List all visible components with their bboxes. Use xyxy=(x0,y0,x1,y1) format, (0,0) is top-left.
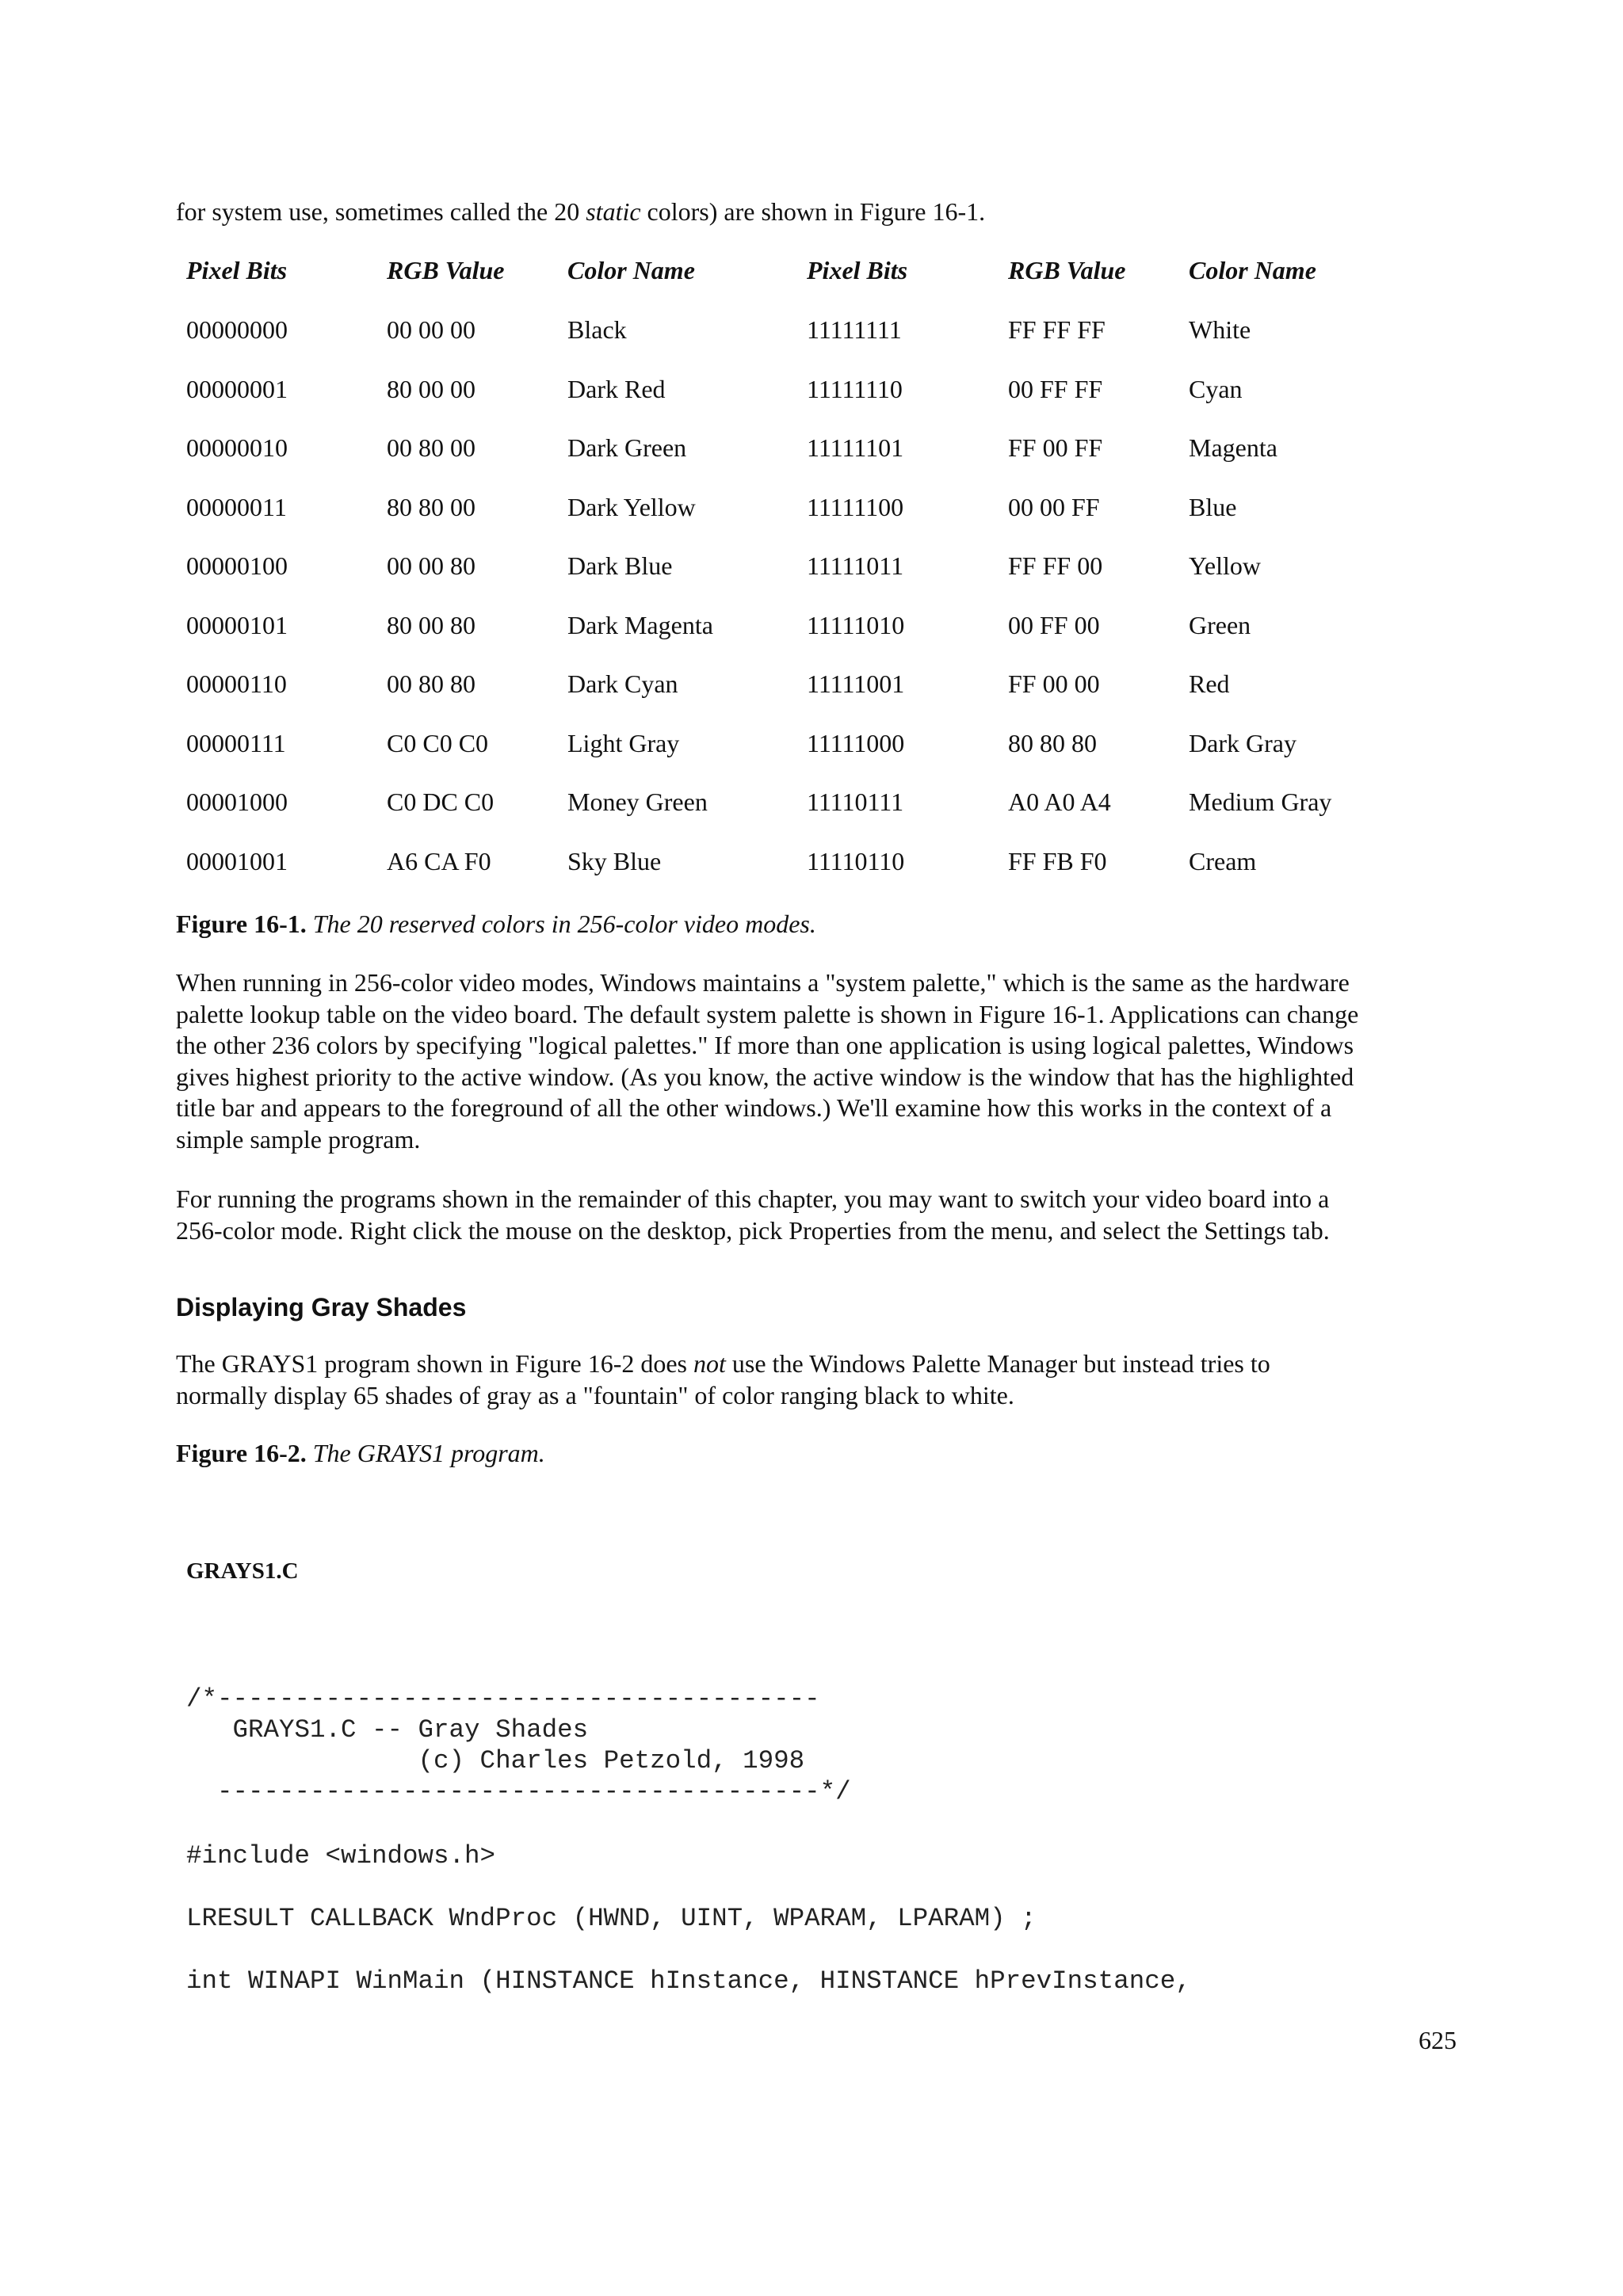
figure-16-1-label: Figure 16-1. xyxy=(176,910,307,938)
code-prototype: LRESULT CALLBACK WndProc (HWND, UINT, WPARAM, LPARAM) ; xyxy=(186,1904,1037,1933)
table-header-pixel-bits: Pixel Bits xyxy=(186,256,288,284)
table-cell-color-name-2: Red xyxy=(1189,669,1230,698)
figure-16-2-text: The GRAYS1 program. xyxy=(312,1439,545,1467)
table-cell-color-name-2: Medium Gray xyxy=(1189,788,1332,816)
code-winmain: int WINAPI WinMain (HINSTANCE hInstance, HINSTANCE hPrevInstance, xyxy=(186,1966,1191,1996)
table-cell-color-name: Dark Blue xyxy=(567,551,673,580)
paragraph-line: the other 236 colors by specifying "logical palettes." If more than one application is using logical palettes, Windows xyxy=(176,1031,1354,1059)
table-cell-color-name: Money Green xyxy=(567,788,708,816)
paragraph-line: normally display 65 shades of gray as a "fountain" of color ranging black to white. xyxy=(176,1380,1014,1409)
table-cell-pixel-bits: 00000100 xyxy=(186,551,288,580)
table-cell-color-name: Dark Cyan xyxy=(567,669,678,698)
table-cell-color-name-2: Magenta xyxy=(1189,433,1277,462)
table-cell-pixel-bits: 00000101 xyxy=(186,611,288,639)
table-cell-color-name: Light Gray xyxy=(567,729,680,757)
paragraph-grays1-intro xyxy=(176,1348,1270,1411)
table-cell-pixel-bits-2: 11111100 xyxy=(807,493,904,521)
figure-16-2-caption xyxy=(176,1437,545,1469)
table-cell-rgb-value-2: 00 FF FF xyxy=(1008,375,1103,403)
table-cell-pixel-bits-2: 11110110 xyxy=(807,847,905,875)
table-cell-pixel-bits: 00000110 xyxy=(186,669,287,698)
table-cell-rgb-value-2: FF 00 FF xyxy=(1008,433,1103,462)
table-cell-color-name: Black xyxy=(567,315,627,344)
table-cell-color-name: Dark Red xyxy=(567,375,666,403)
table-cell-pixel-bits-2: 11111111 xyxy=(807,315,902,344)
table-cell-rgb-value: C0 C0 C0 xyxy=(387,729,489,757)
table-cell-rgb-value-2: 00 FF 00 xyxy=(1008,611,1100,639)
table-cell-color-name: Dark Yellow xyxy=(567,493,696,521)
page-number: 625 xyxy=(1419,2026,1457,2054)
paragraph-line xyxy=(176,1348,1270,1380)
para3-text-before: The GRAYS1 program shown in Figure 16-2 does xyxy=(176,1349,693,1378)
table-cell-color-name-2: Yellow xyxy=(1189,551,1261,580)
table-cell-pixel-bits: 00001001 xyxy=(186,847,288,875)
paragraph-system-palette xyxy=(176,967,1358,1155)
paragraph-line: 256-color mode. Right click the mouse on the desktop, pick Properties from the menu, and select the Settings tab. xyxy=(176,1215,1330,1245)
table-cell-color-name-2: Cyan xyxy=(1189,375,1243,403)
table-cell-rgb-value: 00 80 00 xyxy=(387,433,475,462)
table-cell-color-name-2: White xyxy=(1189,315,1251,344)
table-cell-color-name-2: Blue xyxy=(1189,493,1237,521)
table-cell-rgb-value-2: FF 00 00 xyxy=(1008,669,1100,698)
code-include: #include <windows.h> xyxy=(186,1841,496,1871)
paragraph-line: title bar and appears to the foreground of all the other windows.) We'll examine how this works in the context of a xyxy=(176,1093,1332,1122)
table-cell-rgb-value: 80 00 00 xyxy=(387,375,475,403)
table-cell-rgb-value: 00 00 00 xyxy=(387,315,475,344)
paragraph-line: simple sample program. xyxy=(176,1124,421,1154)
table-cell-pixel-bits-2: 11111010 xyxy=(807,611,905,639)
table-cell-pixel-bits: 00001000 xyxy=(186,788,288,816)
paragraph-line: For running the programs shown in the remainder of this chapter, you may want to switch your video board into a xyxy=(176,1184,1330,1213)
code-filename: GRAYS1.C xyxy=(186,1558,299,1584)
table-header-pixel-bits-2: Pixel Bits xyxy=(807,256,908,284)
intro-text-before: for system use, sometimes called the 20 xyxy=(176,197,586,226)
table-cell-pixel-bits: 00000000 xyxy=(186,315,288,344)
table-header-rgb-value-2: RGB Value xyxy=(1008,256,1126,284)
table-cell-pixel-bits: 00000010 xyxy=(186,433,288,462)
paragraph-256-color-mode xyxy=(176,1184,1330,1246)
code-line: GRAYS1.C -- Gray Shades xyxy=(186,1715,589,1745)
paragraph-line: palette lookup table on the video board. The default system palette is shown in Figure 16-1. Applications can change xyxy=(176,999,1359,1028)
table-cell-rgb-value: 00 80 80 xyxy=(387,669,475,698)
table-cell-color-name-2: Dark Gray xyxy=(1189,729,1296,757)
table-cell-color-name: Sky Blue xyxy=(567,847,662,875)
paragraph-line: When running in 256-color video modes, Windows maintains a "system palette," which is the same as the hardware xyxy=(176,968,1350,997)
table-cell-pixel-bits-2: 11111101 xyxy=(807,433,904,462)
code-header-comment xyxy=(186,1684,851,1807)
table-cell-rgb-value: 80 00 80 xyxy=(387,611,475,639)
para3-text-after: use the Windows Palette Manager but instead tries to xyxy=(725,1349,1270,1378)
table-cell-rgb-value: A6 CA F0 xyxy=(387,847,491,875)
table-cell-pixel-bits-2: 11111000 xyxy=(807,729,905,757)
table-cell-rgb-value-2: FF FF FF xyxy=(1008,315,1106,344)
table-cell-rgb-value-2: FF FB F0 xyxy=(1008,847,1107,875)
para3-emphasis: not xyxy=(693,1349,726,1378)
figure-16-2-label: Figure 16-2. xyxy=(176,1439,307,1467)
table-cell-pixel-bits-2: 11111110 xyxy=(807,375,903,403)
table-cell-rgb-value-2: 00 00 FF xyxy=(1008,493,1100,521)
table-cell-pixel-bits-2: 11111001 xyxy=(807,669,905,698)
table-cell-color-name: Dark Magenta xyxy=(567,611,713,639)
table-cell-rgb-value: 00 00 80 xyxy=(387,551,475,580)
figure-16-1-text: The 20 reserved colors in 256-color video modes. xyxy=(312,910,816,938)
table-cell-color-name-2: Green xyxy=(1189,611,1251,639)
code-line: /*--------------------------------------- xyxy=(186,1684,820,1714)
intro-line xyxy=(176,196,985,227)
table-cell-color-name-2: Cream xyxy=(1189,847,1257,875)
code-line: (c) Charles Petzold, 1998 xyxy=(186,1746,805,1775)
table-cell-pixel-bits: 00000111 xyxy=(186,729,286,757)
table-cell-rgb-value: 80 80 00 xyxy=(387,493,475,521)
code-line: ---------------------------------------*/ xyxy=(186,1777,851,1806)
figure-16-1-caption xyxy=(176,908,816,940)
section-heading: Displaying Gray Shades xyxy=(176,1293,467,1322)
paragraph-line: gives highest priority to the active window. (As you know, the active window is the window that has the highlighted xyxy=(176,1062,1354,1091)
table-cell-color-name: Dark Green xyxy=(567,433,687,462)
table-header-color-name-2: Color Name xyxy=(1189,256,1316,284)
intro-emphasis: static xyxy=(586,197,641,226)
table-cell-rgb-value-2: FF FF 00 xyxy=(1008,551,1103,580)
table-cell-pixel-bits: 00000001 xyxy=(186,375,288,403)
table-cell-rgb-value-2: 80 80 80 xyxy=(1008,729,1097,757)
table-header-color-name: Color Name xyxy=(567,256,695,284)
intro-text-after: colors) are shown in Figure 16-1. xyxy=(640,197,986,226)
table-cell-rgb-value: C0 DC C0 xyxy=(387,788,495,816)
table-cell-pixel-bits-2: 11110111 xyxy=(807,788,904,816)
table-header-rgb-value: RGB Value xyxy=(387,256,505,284)
table-cell-pixel-bits: 00000011 xyxy=(186,493,287,521)
table-cell-rgb-value-2: A0 A0 A4 xyxy=(1008,788,1111,816)
table-cell-pixel-bits-2: 11111011 xyxy=(807,551,904,580)
